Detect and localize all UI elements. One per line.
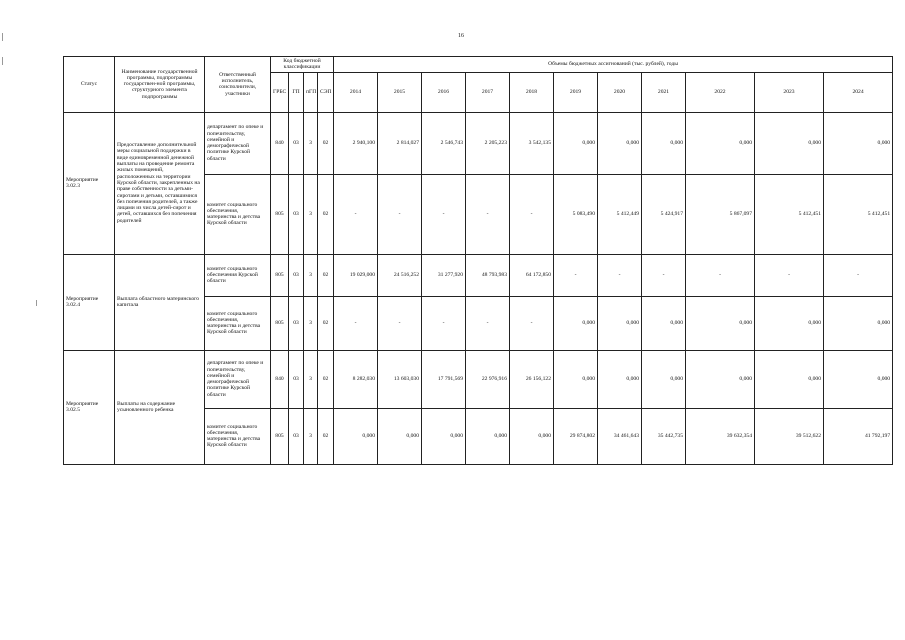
amount-cell: 0,000	[510, 408, 554, 464]
budget-code-cell: 03	[289, 254, 304, 296]
scan-edge-mark	[2, 33, 3, 41]
responsible-cell: комитет социального обеспечения, материнства и детства Курской области	[205, 174, 271, 254]
header-year: 2014	[334, 72, 378, 112]
amount-cell: -	[466, 174, 510, 254]
header-year: 2021	[642, 72, 686, 112]
header-year: 2020	[598, 72, 642, 112]
responsible-cell: департамент по опеке и попечительству, семейной и демографической политике Курской области	[205, 112, 271, 174]
amount-cell: -	[824, 254, 893, 296]
header-year: 2019	[554, 72, 598, 112]
amount-cell: 29 874,802	[554, 408, 598, 464]
budget-code-cell: 03	[289, 350, 304, 408]
amount-cell: 0,000	[755, 296, 824, 350]
header-code-pgp: пГП	[304, 72, 318, 112]
scan-edge-mark	[2, 57, 3, 65]
budget-code-cell: 03	[289, 408, 304, 464]
budget-code-cell: 3	[304, 296, 318, 350]
amount-cell: -	[422, 174, 466, 254]
budget-code-cell: 03	[289, 296, 304, 350]
program-name-cell: Выплата областного материнского капитала	[115, 254, 205, 350]
budget-code-cell: 3	[304, 112, 318, 174]
amount-cell: 0,000	[824, 296, 893, 350]
amount-cell: 3 542,135	[510, 112, 554, 174]
responsible-cell: комитет социального обеспечения Курской области	[205, 254, 271, 296]
amount-cell: 35 442,735	[642, 408, 686, 464]
budget-code-cell: 02	[318, 254, 334, 296]
amount-cell: -	[378, 296, 422, 350]
amount-cell: -	[334, 174, 378, 254]
amount-cell: 2 814,027	[378, 112, 422, 174]
amount-cell: -	[334, 296, 378, 350]
amount-cell: 5 412,451	[824, 174, 893, 254]
amount-cell: 24 516,252	[378, 254, 422, 296]
amount-cell: -	[642, 254, 686, 296]
budget-allocation-table	[63, 56, 893, 465]
amount-cell: -	[598, 254, 642, 296]
budget-code-cell: 840	[271, 112, 289, 174]
amount-cell: 0,000	[378, 408, 422, 464]
status-cell: Мероприятие 3.02.5	[64, 350, 115, 464]
amount-cell: 0,000	[642, 296, 686, 350]
amount-cell: -	[466, 296, 510, 350]
amount-cell: 5 083,490	[554, 174, 598, 254]
budget-code-cell: 02	[318, 296, 334, 350]
amount-cell: 0,000	[686, 296, 755, 350]
budget-code-cell: 03	[289, 112, 304, 174]
status-cell: Мероприятие 3.02.4	[64, 254, 115, 350]
budget-code-cell: 3	[304, 408, 318, 464]
budget-code-cell: 805	[271, 254, 289, 296]
table-body	[64, 112, 893, 464]
budget-code-cell: 805	[271, 296, 289, 350]
amount-cell: 39 632,354	[686, 408, 755, 464]
amount-cell: 0,000	[686, 350, 755, 408]
amount-cell: 0,000	[824, 112, 893, 174]
amount-cell: -	[510, 174, 554, 254]
amount-cell: 19 029,000	[334, 254, 378, 296]
amount-cell: 64 172,850	[510, 254, 554, 296]
header-budget-code-group: Код бюджетной классификации	[271, 57, 334, 73]
amount-cell: 0,000	[598, 296, 642, 350]
amount-cell: 41 792,197	[824, 408, 893, 464]
amount-cell: 0,000	[466, 408, 510, 464]
amount-cell: 0,000	[334, 408, 378, 464]
header-year: 2015	[378, 72, 422, 112]
amount-cell: 0,000	[755, 112, 824, 174]
amount-cell: 8 282,030	[334, 350, 378, 408]
amount-cell: 0,000	[598, 112, 642, 174]
amount-cell: 34 461,643	[598, 408, 642, 464]
header-year: 2024	[824, 72, 893, 112]
budget-code-cell: 02	[318, 408, 334, 464]
header-responsible: Ответственный исполнитель, соисполнители, участники	[205, 57, 271, 113]
amount-cell: 17 791,569	[422, 350, 466, 408]
table-row	[64, 254, 893, 296]
header-year: 2016	[422, 72, 466, 112]
table-row	[64, 112, 893, 174]
budget-code-cell: 3	[304, 350, 318, 408]
amount-cell: 13 603,030	[378, 350, 422, 408]
amount-cell: 0,000	[686, 112, 755, 174]
table-row	[64, 350, 893, 408]
header-status: Статус	[64, 57, 115, 113]
amount-cell: 2 205,223	[466, 112, 510, 174]
amount-cell: 31 277,920	[422, 254, 466, 296]
header-amounts-group: Объемы бюджетных ассигнований (тыс. рублей), годы	[334, 57, 893, 73]
header-code-gp: ГП	[289, 72, 304, 112]
responsible-cell: комитет социального обеспечения, материнства и детства Курской области	[205, 408, 271, 464]
responsible-cell: комитет социального обеспечения, материнства и детства Курской области	[205, 296, 271, 350]
amount-cell: 0,000	[642, 350, 686, 408]
budget-code-cell: 02	[318, 174, 334, 254]
budget-code-cell: 03	[289, 174, 304, 254]
amount-cell: -	[686, 254, 755, 296]
budget-code-cell: 3	[304, 174, 318, 254]
header-year: 2017	[466, 72, 510, 112]
budget-code-cell: 3	[304, 254, 318, 296]
amount-cell: -	[554, 254, 598, 296]
amount-cell: -	[378, 174, 422, 254]
amount-cell: 22 976,916	[466, 350, 510, 408]
page-number: 16	[458, 33, 464, 39]
amount-cell: 5 412,451	[755, 174, 824, 254]
responsible-cell: департамент по опеке и попечительству, семейной и демографической политике Курской области	[205, 350, 271, 408]
budget-code-cell: 02	[318, 350, 334, 408]
status-cell: Мероприятие 3.02.3	[64, 112, 115, 254]
amount-cell: 0,000	[554, 296, 598, 350]
header-year: 2023	[755, 72, 824, 112]
header-name: Наименование государственной программы, подпрограммы государствен-ной программы, структурного элемента подпрограммы	[115, 57, 205, 113]
amount-cell: 5 412,449	[598, 174, 642, 254]
amount-cell: 0,000	[755, 350, 824, 408]
budget-code-cell: 805	[271, 174, 289, 254]
budget-code-cell: 805	[271, 408, 289, 464]
amount-cell: 0,000	[598, 350, 642, 408]
amount-cell: 0,000	[824, 350, 893, 408]
amount-cell: 39 512,622	[755, 408, 824, 464]
amount-cell: 48 793,983	[466, 254, 510, 296]
amount-cell: 5 867,097	[686, 174, 755, 254]
amount-cell: 2 940,100	[334, 112, 378, 174]
scan-edge-mark	[36, 300, 37, 306]
header-year: 2022	[686, 72, 755, 112]
amount-cell: 5 424,917	[642, 174, 686, 254]
amount-cell: 0,000	[422, 408, 466, 464]
amount-cell: 2 546,743	[422, 112, 466, 174]
amount-cell: -	[755, 254, 824, 296]
amount-cell: -	[422, 296, 466, 350]
program-name-cell: Выплаты на содержание усыновленного ребенка	[115, 350, 205, 464]
amount-cell: 26 156,122	[510, 350, 554, 408]
amount-cell: 0,000	[554, 350, 598, 408]
budget-code-cell: 02	[318, 112, 334, 174]
amount-cell: 0,000	[642, 112, 686, 174]
header-year: 2018	[510, 72, 554, 112]
amount-cell: -	[510, 296, 554, 350]
budget-code-cell: 840	[271, 350, 289, 408]
program-name-cell: Предоставление дополнительной меры социальной поддержки в виде единовременной денежной выплаты на проведение ремонта жилых помещений, расположенных на территории Курской области, закрепленных на праве собственности за детьми-сиротами и детьми, оставшимися без попечения родителей, а также лицами из числа детей-сирот и детей, оставшихся без попечения родителей	[115, 112, 205, 254]
header-code-sep: СЭП	[318, 72, 334, 112]
amount-cell: 0,000	[554, 112, 598, 174]
header-code-grbs: ГРБС	[271, 72, 289, 112]
